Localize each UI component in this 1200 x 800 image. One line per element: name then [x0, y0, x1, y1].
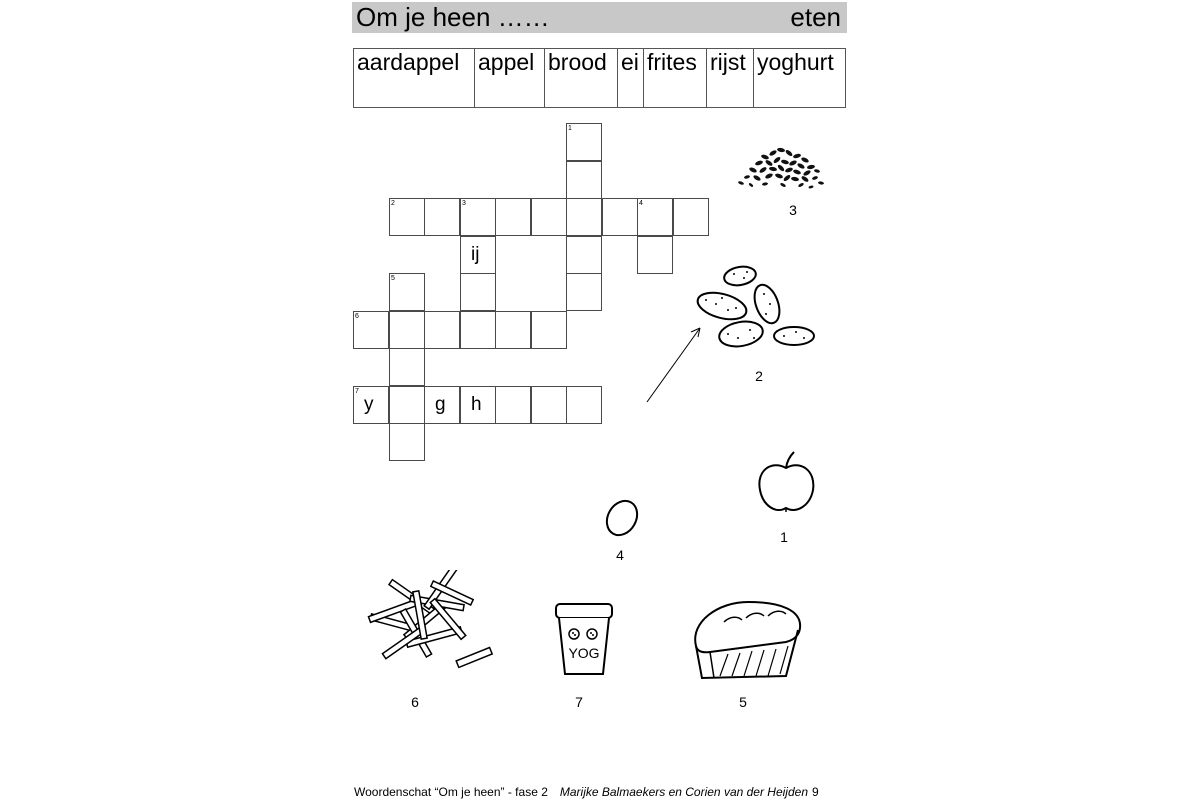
crossword-cell[interactable] [460, 386, 496, 424]
crossword-cell[interactable] [460, 198, 496, 236]
crossword-cell[interactable] [566, 198, 602, 236]
clue-number: 7 [355, 388, 359, 395]
crossword-cell[interactable] [566, 273, 602, 311]
crossword-cell[interactable] [460, 273, 496, 311]
title-bar [352, 2, 847, 33]
potatoes-icon [692, 258, 822, 358]
word-bank-cell: appel [475, 49, 545, 108]
egg-icon [600, 494, 644, 544]
footer-text: Woordenschat “Om je heen” - fase 2 [354, 785, 548, 799]
word-bank-cell: yoghurt [754, 49, 846, 108]
crossword-cell[interactable] [389, 198, 425, 236]
apple-number: 1 [780, 529, 788, 545]
crossword-cell[interactable] [460, 311, 496, 349]
potatoes-number: 2 [755, 368, 763, 384]
yoghurt-cup-icon [552, 600, 616, 680]
clue-number: 6 [355, 313, 359, 320]
crossword-cell[interactable] [602, 198, 638, 236]
yoghurt-cup-label: YOG [568, 645, 600, 661]
crossword-cell[interactable] [566, 161, 602, 199]
crossword-grid [353, 123, 713, 463]
footer-credit: Marijke Balmaekers en Corien van der Heijden [559, 785, 808, 799]
crossword-cell[interactable] [531, 386, 567, 424]
crossword-cell[interactable] [566, 236, 602, 274]
fries-icon [360, 570, 495, 675]
page-number: 9 [812, 785, 819, 799]
page-title: Om je heen …… [356, 2, 550, 32]
word-bank-table [353, 48, 846, 108]
crossword-cell[interactable] [460, 236, 496, 274]
arrow-icon [640, 318, 710, 408]
crossword-cell[interactable] [389, 386, 425, 424]
crossword-cell[interactable] [389, 311, 425, 349]
clue-number: 1 [568, 125, 572, 132]
rice-number: 3 [789, 202, 797, 218]
cell-letter: h [471, 394, 482, 415]
word-bank-cell: frites [644, 49, 707, 108]
topic-label: eten [790, 2, 841, 32]
cell-letter: y [364, 394, 374, 415]
crossword-cell[interactable] [389, 423, 425, 461]
crossword-cell[interactable] [566, 123, 602, 161]
crossword-cell[interactable] [389, 348, 425, 386]
crossword-cell[interactable] [424, 311, 460, 349]
clue-number: 2 [391, 200, 395, 207]
yoghurt-number: 7 [575, 694, 583, 710]
crossword-cell[interactable] [637, 236, 673, 274]
word-bank-cell: ei [618, 49, 644, 108]
footer [354, 785, 844, 799]
clue-number: 4 [639, 200, 643, 207]
rice-icon [725, 135, 835, 195]
word-bank-cell: aardappel [354, 49, 475, 108]
word-bank-cell: rijst [707, 49, 754, 108]
crossword-cell[interactable] [353, 311, 389, 349]
cell-letter: g [435, 394, 446, 415]
crossword-cell[interactable] [495, 198, 531, 236]
crossword-cell[interactable] [495, 386, 531, 424]
crossword-cell[interactable] [389, 273, 425, 311]
crossword-cell[interactable] [353, 386, 389, 424]
apple-icon [750, 450, 822, 518]
cell-letter: ij [471, 244, 480, 265]
word-bank-row [354, 49, 846, 108]
crossword-cell[interactable] [637, 198, 673, 236]
crossword-cell[interactable] [495, 311, 531, 349]
clue-number: 3 [462, 200, 466, 207]
crossword-cell[interactable] [673, 198, 709, 236]
bread-icon [688, 594, 808, 686]
crossword-cell[interactable] [424, 198, 460, 236]
fries-number: 6 [411, 694, 419, 710]
crossword-cell[interactable] [531, 198, 567, 236]
crossword-cell[interactable] [566, 386, 602, 424]
clue-number: 5 [391, 275, 395, 282]
word-bank-cell: brood [545, 49, 618, 108]
crossword-cell[interactable] [424, 386, 460, 424]
crossword-cell[interactable] [531, 311, 567, 349]
egg-number: 4 [616, 547, 624, 563]
bread-number: 5 [739, 694, 747, 710]
